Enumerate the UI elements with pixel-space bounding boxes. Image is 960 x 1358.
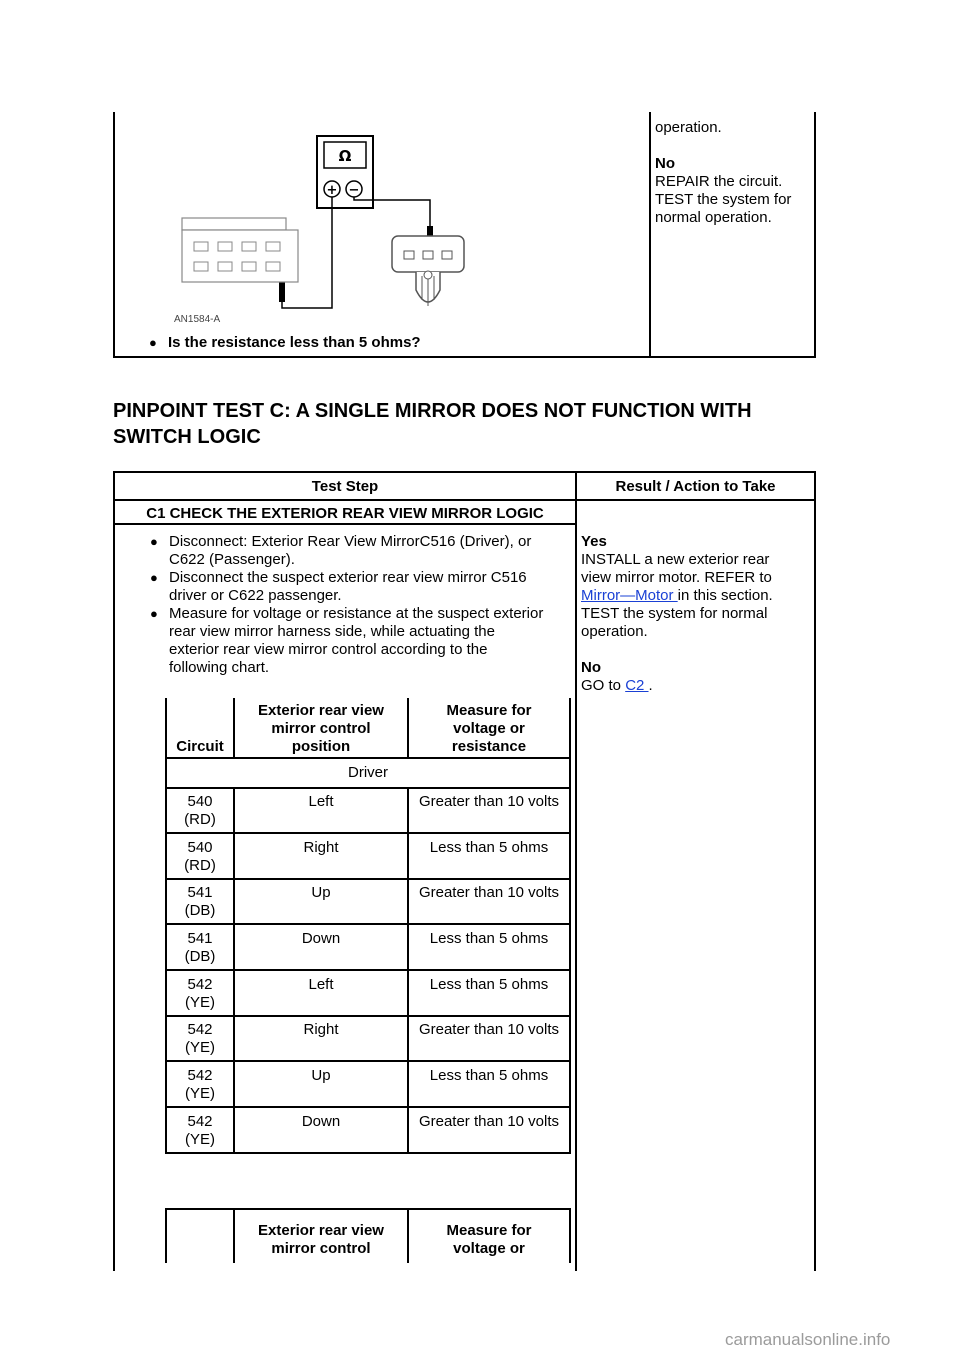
chart2-header-measure: Measure for voltage or [446,1222,532,1257]
harness-connector-body [182,230,298,282]
top-table-right-border [814,112,816,357]
result-cell [581,533,813,695]
step-title: C1 CHECK THE EXTERIOR REAR VIEW MIRROR LOGIC [146,505,544,522]
main-table-divider [575,471,577,1271]
plus-symbol: + [326,183,338,198]
mirror-motor-link[interactable]: Mirror—Motor [581,587,678,604]
yes-label: Yes [581,533,607,550]
section-title-line-2: SWITCH LOGIC [113,426,261,448]
plus-probe [279,280,285,302]
yes-line-5: operation. [581,623,648,640]
section-title [113,398,752,450]
figure-code: AN1584-A [174,314,221,325]
main-table-right-border [814,471,816,1271]
instruction-item: ● Disconnect: Exterior Rear View MirrorC516 (Driver), or C622 (Passenger). [139,533,575,569]
top-result-line: operation. [655,119,722,136]
top-table-left-border [113,112,115,357]
yes-line-2: view mirror motor. REFER to [581,569,772,586]
instruction-item: ● Disconnect the suspect exterior rear view mirror C516 driver or C622 passenger. [139,569,575,605]
chart-header-circuit: Circuit [176,738,224,755]
yes-line-4: TEST the system for normal [581,605,768,622]
top-result-cell [655,119,810,227]
no-suffix: . [648,677,653,694]
step-title-border [113,523,577,525]
chart-header-measure: Measure for voltage or resistance [446,702,532,755]
minus-symbol: − [348,183,360,198]
instruction-item: ● Measure for voltage or resistance at the suspect exterior rear view mirror harness side, while actuating the exterior rear view mirror control according to the following chart. [139,605,575,677]
section-title-line-1: PINPOINT TEST C: A SINGLE MIRROR DOES NOT FUNCTION WITH [113,400,752,422]
step-instructions [139,533,575,677]
main-table-header-border [113,499,816,501]
top-table-divider [649,112,651,357]
yes-after-link: in this section. [677,587,773,604]
no-label: No [581,659,601,676]
watermark: carmanualsonline.info [725,1330,891,1349]
top-question-list [138,334,638,352]
harness-connector-top [182,218,286,230]
top-no-line-1: REPAIR the circuit. [655,173,783,190]
top-table-bottom-border [113,356,816,358]
meter-symbol: Ω [338,147,352,165]
top-no-line-2: TEST the system for [655,191,792,208]
top-question: ● Is the resistance less than 5 ohms? [138,334,638,352]
no-prefix: GO to [581,677,626,694]
c2-link[interactable]: C2 [625,677,649,694]
chart-header-position: Exterior rear view mirror control position [258,702,384,755]
main-table-top-border [113,471,816,473]
chart2-header-position: Exterior rear view mirror control [258,1222,384,1257]
chart-group-driver: Driver [348,764,388,781]
yes-line-1: INSTALL a new exterior rear [581,551,770,568]
header-test-step: Test Step [311,478,379,495]
top-no-label: No [655,155,675,172]
top-no-line-3: normal operation. [655,209,772,226]
header-result-action: Result / Action to Take [615,478,776,495]
ohmmeter-connector-illustration [160,130,480,330]
main-table-left-border [113,471,115,1271]
